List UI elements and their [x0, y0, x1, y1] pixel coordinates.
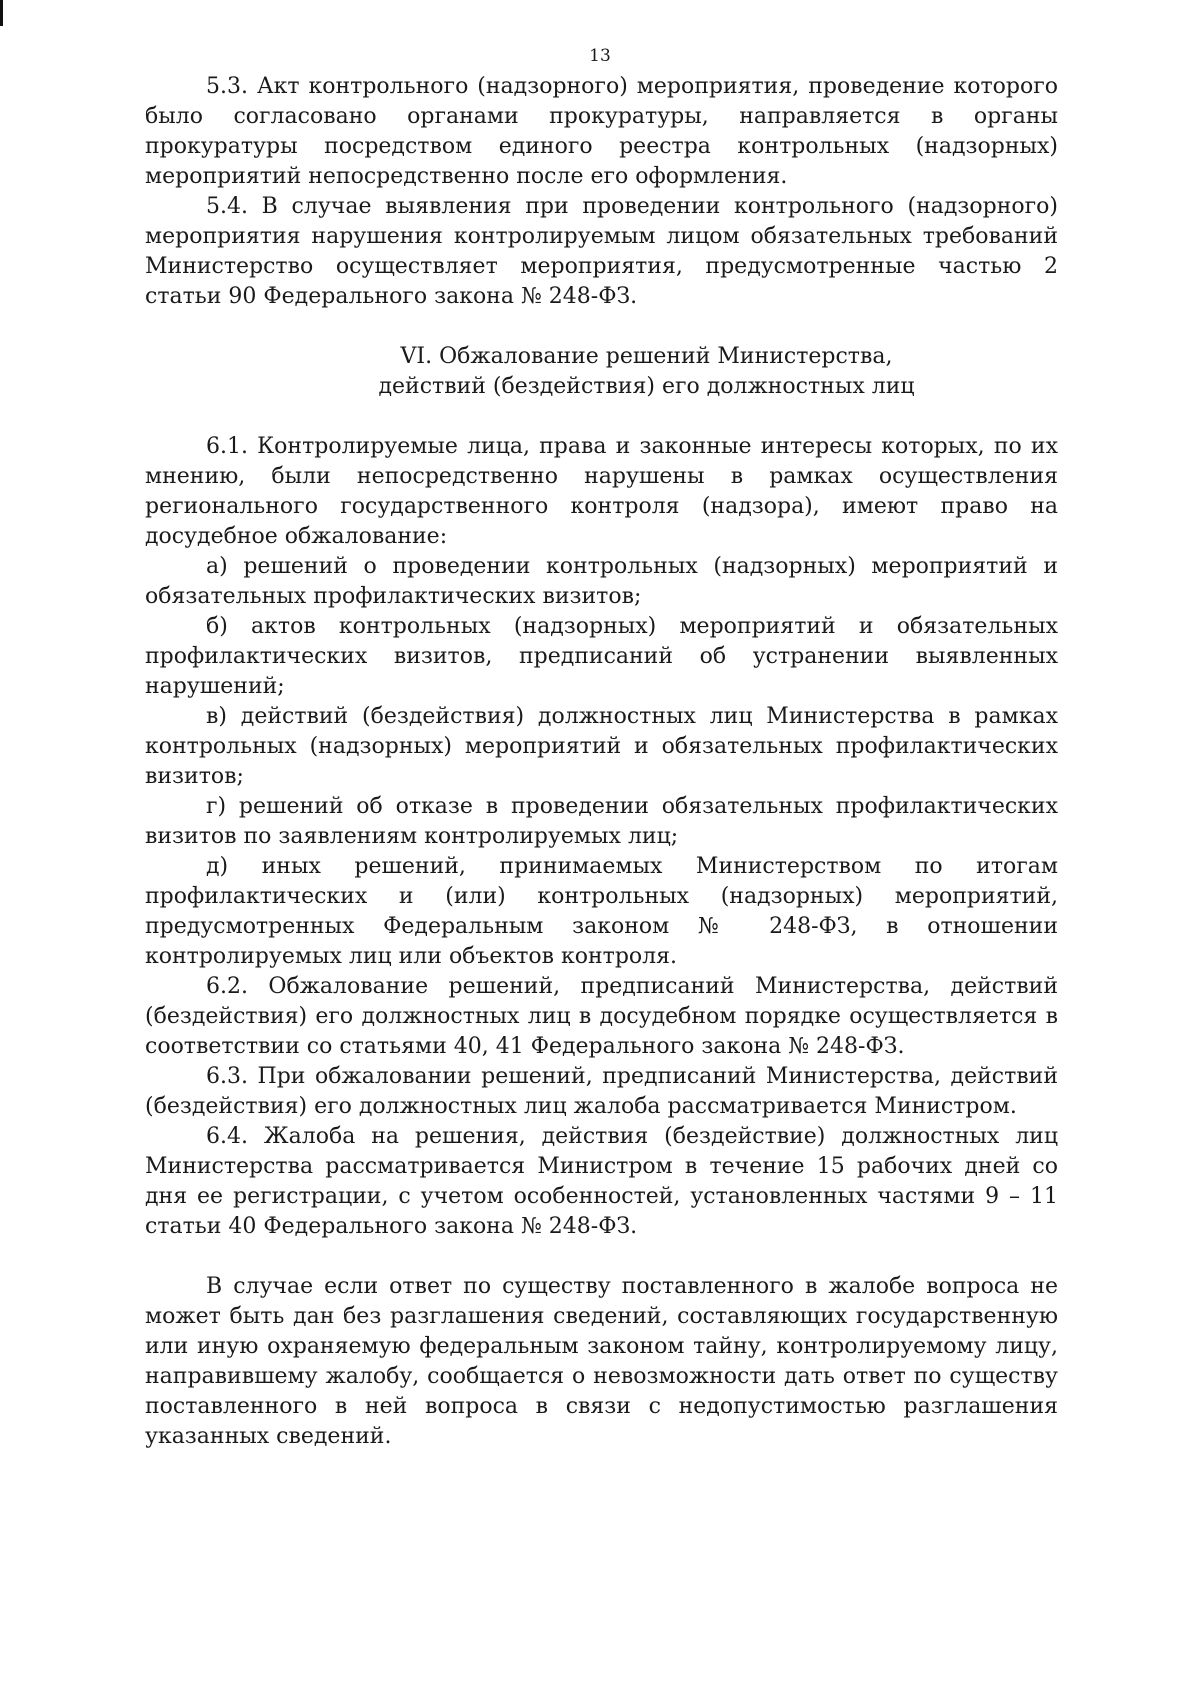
- list-item-b: б) актов контрольных (надзорных) мероприятий и обязательных профилактических визитов, предписаний об устранении выявленных нарушений;: [145, 614, 1058, 699]
- section-heading-line-2: действий (бездействия) его должностных лиц: [378, 374, 915, 399]
- paragraph-6-1: 6.1. Контролируемые лица, права и законные интересы которых, по их мнению, были непосредственно нарушены в рамках осуществления регионального государственного контроля (надзора), имеют право на досудебное обжалование:: [145, 434, 1058, 549]
- section-heading-line-1: VI. Обжалование решений Министерства,: [400, 344, 893, 369]
- list-item-d: д) иных решений, принимаемых Министерством по итогам профилактических и (или) контрольных (надзорных) мероприятий, предусмотренных Федеральным законом № 248-ФЗ, в отношении контролируемых лиц или объектов контроля.: [145, 854, 1058, 969]
- list-item-g: г) решений об отказе в проведении обязательных профилактических визитов по заявлениям контролируемых лиц;: [145, 794, 1058, 849]
- list-item-a: а) решений о проведении контрольных (надзорных) мероприятий и обязательных профилактических визитов;: [145, 554, 1058, 609]
- paragraph-5-3: 5.3. Акт контрольного (надзорного) мероприятия, проведение которого было согласовано органами прокуратуры, направляется в органы прокуратуры посредством единого реестра контрольных (надзорных) мероприятий непосредственно после его оформления.: [145, 74, 1058, 189]
- scan-edge-mark: [0, 0, 3, 26]
- document-body: [145, 72, 1058, 1452]
- list-item-v: в) действий (бездействия) должностных лиц Министерства в рамках контрольных (надзорных) мероприятий и обязательных профилактических визитов;: [145, 704, 1058, 789]
- paragraph-closing: В случае если ответ по существу поставленного в жалобе вопроса не может быть дан без разглашения сведений, составляющих государственную или иную охраняемую федеральным законом тайну, контролируемому лицу, направившему жалобу, сообщается о невозможности дать ответ по существу поставленного в ней вопроса в связи с недопустимостью разглашения указанных сведений.: [145, 1274, 1058, 1449]
- page-number: 13: [589, 46, 611, 66]
- paragraph-6-2: 6.2. Обжалование решений, предписаний Министерства, действий (бездействия) его должностных лиц в досудебном порядке осуществляется в соответствии со статьями 40, 41 Федерального закона № 248-ФЗ.: [145, 974, 1058, 1059]
- paragraph-6-4: 6.4. Жалоба на решения, действия (бездействие) должностных лиц Министерства рассматривается Министром в течение 15 рабочих дней со дня ее регистрации, с учетом особенностей, установленных частями 9 – 11 статьи 40 Федерального закона № 248-ФЗ.: [145, 1124, 1058, 1239]
- paragraph-5-4: 5.4. В случае выявления при проведении контрольного (надзорного) мероприятия нарушения контролируемым лицом обязательных требований Министерство осуществляет мероприятия, предусмотренные частью 2 статьи 90 Федерального закона № 248-ФЗ.: [145, 194, 1058, 309]
- paragraph-6-3: 6.3. При обжаловании решений, предписаний Министерства, действий (бездействия) его должностных лиц жалоба рассматривается Министром.: [145, 1064, 1058, 1119]
- section-heading: [145, 342, 1058, 402]
